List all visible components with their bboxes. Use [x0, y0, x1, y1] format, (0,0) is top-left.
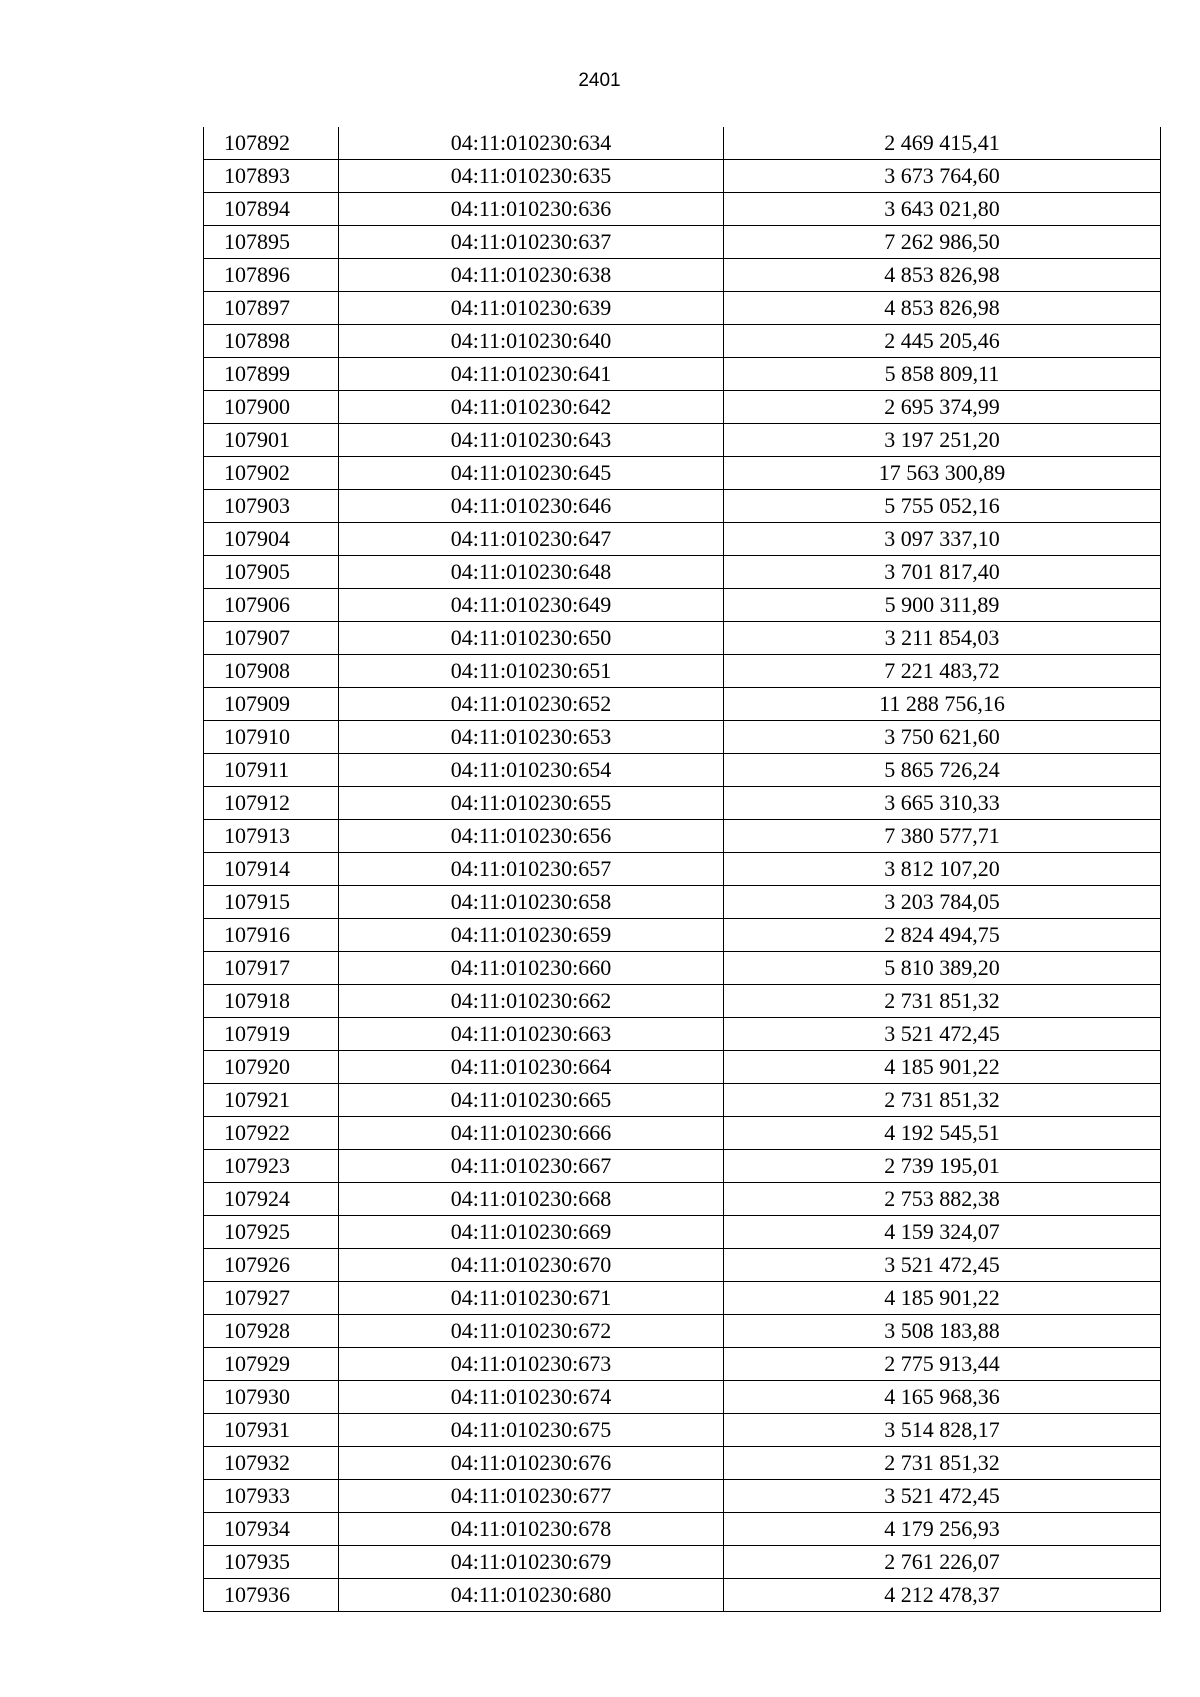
- row-number-cell: 107929: [204, 1348, 339, 1381]
- cadastral-value-cell: 3 097 337,10: [724, 523, 1161, 556]
- table-row: [204, 1084, 1161, 1117]
- table-row: [204, 1579, 1161, 1612]
- row-number-cell: 107931: [204, 1414, 339, 1447]
- cadastral-number-cell: 04:11:010230:650: [339, 622, 724, 655]
- row-number-cell: 107932: [204, 1447, 339, 1480]
- row-number-cell: 107928: [204, 1315, 339, 1348]
- cadastral-value-cell: 3 521 472,45: [724, 1249, 1161, 1282]
- cadastral-number-cell: 04:11:010230:638: [339, 259, 724, 292]
- cadastral-value-cell: 4 853 826,98: [724, 259, 1161, 292]
- cadastral-number-cell: 04:11:010230:669: [339, 1216, 724, 1249]
- row-number-cell: 107902: [204, 457, 339, 490]
- cadastral-number-cell: 04:11:010230:635: [339, 160, 724, 193]
- table-row: [204, 556, 1161, 589]
- table-row: [204, 1447, 1161, 1480]
- cadastral-number-cell: 04:11:010230:675: [339, 1414, 724, 1447]
- table-row: [204, 490, 1161, 523]
- cadastral-value-cell: 7 380 577,71: [724, 820, 1161, 853]
- cadastral-value-cell: 4 179 256,93: [724, 1513, 1161, 1546]
- cadastral-number-cell: 04:11:010230:674: [339, 1381, 724, 1414]
- cadastral-number-cell: 04:11:010230:654: [339, 754, 724, 787]
- cadastral-value-cell: 3 673 764,60: [724, 160, 1161, 193]
- cadastral-value-cell: 5 858 809,11: [724, 358, 1161, 391]
- row-number-cell: 107924: [204, 1183, 339, 1216]
- row-number-cell: 107918: [204, 985, 339, 1018]
- cadastral-number-cell: 04:11:010230:663: [339, 1018, 724, 1051]
- cadastral-number-cell: 04:11:010230:645: [339, 457, 724, 490]
- table-row: [204, 1348, 1161, 1381]
- cadastral-number-cell: 04:11:010230:660: [339, 952, 724, 985]
- table-row: [204, 886, 1161, 919]
- cadastral-number-cell: 04:11:010230:651: [339, 655, 724, 688]
- cadastral-value-cell: 2 731 851,32: [724, 1447, 1161, 1480]
- cadastral-value-cell: 2 761 226,07: [724, 1546, 1161, 1579]
- row-number-cell: 107933: [204, 1480, 339, 1513]
- page-number: 2401: [578, 70, 621, 91]
- row-number-cell: 107930: [204, 1381, 339, 1414]
- table-row: [204, 292, 1161, 325]
- cadastral-number-cell: 04:11:010230:637: [339, 226, 724, 259]
- cadastral-number-cell: 04:11:010230:646: [339, 490, 724, 523]
- cadastral-value-cell: 5 755 052,16: [724, 490, 1161, 523]
- cadastral-number-cell: 04:11:010230:642: [339, 391, 724, 424]
- cadastral-number-cell: 04:11:010230:671: [339, 1282, 724, 1315]
- row-number-cell: 107925: [204, 1216, 339, 1249]
- cadastral-number-cell: 04:11:010230:647: [339, 523, 724, 556]
- cadastral-value-cell: 2 753 882,38: [724, 1183, 1161, 1216]
- cadastral-value-cell: 2 445 205,46: [724, 325, 1161, 358]
- table-row: [204, 1249, 1161, 1282]
- row-number-cell: 107896: [204, 259, 339, 292]
- cadastral-value-cell: 2 731 851,32: [724, 1084, 1161, 1117]
- row-number-cell: 107900: [204, 391, 339, 424]
- table-row: [204, 754, 1161, 787]
- row-number-cell: 107913: [204, 820, 339, 853]
- table-row: [204, 1513, 1161, 1546]
- table-row: [204, 259, 1161, 292]
- table-row: [204, 424, 1161, 457]
- table-row: [204, 1546, 1161, 1579]
- cadastral-value-cell: 4 185 901,22: [724, 1282, 1161, 1315]
- table-row: [204, 523, 1161, 556]
- cadastral-value-cell: 5 810 389,20: [724, 952, 1161, 985]
- row-number-cell: 107899: [204, 358, 339, 391]
- cadastral-value-cell: 3 508 183,88: [724, 1315, 1161, 1348]
- cadastral-value-cell: 5 865 726,24: [724, 754, 1161, 787]
- row-number-cell: 107903: [204, 490, 339, 523]
- table-row: [204, 1282, 1161, 1315]
- cadastral-value-cell: 3 643 021,80: [724, 193, 1161, 226]
- cadastral-number-cell: 04:11:010230:677: [339, 1480, 724, 1513]
- row-number-cell: 107912: [204, 787, 339, 820]
- cadastral-number-cell: 04:11:010230:673: [339, 1348, 724, 1381]
- table-row: [204, 820, 1161, 853]
- table-row: [204, 391, 1161, 424]
- cadastral-value-cell: 3 750 621,60: [724, 721, 1161, 754]
- row-number-cell: 107907: [204, 622, 339, 655]
- table-row: [204, 1381, 1161, 1414]
- row-number-cell: 107927: [204, 1282, 339, 1315]
- cadastral-value-cell: 7 262 986,50: [724, 226, 1161, 259]
- table-row: [204, 1018, 1161, 1051]
- cadastral-value-cell: 4 853 826,98: [724, 292, 1161, 325]
- cadastral-value-cell: 2 739 195,01: [724, 1150, 1161, 1183]
- row-number-cell: 107901: [204, 424, 339, 457]
- cadastral-number-cell: 04:11:010230:639: [339, 292, 724, 325]
- cadastral-number-cell: 04:11:010230:657: [339, 853, 724, 886]
- cadastral-number-cell: 04:11:010230:636: [339, 193, 724, 226]
- table-row: [204, 1315, 1161, 1348]
- cadastral-number-cell: 04:11:010230:634: [339, 127, 724, 160]
- row-number-cell: 107914: [204, 853, 339, 886]
- cadastral-number-cell: 04:11:010230:648: [339, 556, 724, 589]
- table-row: [204, 622, 1161, 655]
- table-row: [204, 160, 1161, 193]
- cadastral-value-cell: 4 212 478,37: [724, 1579, 1161, 1612]
- cadastral-number-cell: 04:11:010230:664: [339, 1051, 724, 1084]
- cadastral-number-cell: 04:11:010230:658: [339, 886, 724, 919]
- cadastral-number-cell: 04:11:010230:665: [339, 1084, 724, 1117]
- cadastral-number-cell: 04:11:010230:676: [339, 1447, 724, 1480]
- cadastral-number-cell: 04:11:010230:655: [339, 787, 724, 820]
- cadastral-value-table: [203, 127, 1161, 1612]
- table-row: [204, 1183, 1161, 1216]
- cadastral-value-cell: 3 521 472,45: [724, 1480, 1161, 1513]
- table-row: [204, 1117, 1161, 1150]
- row-number-cell: 107919: [204, 1018, 339, 1051]
- row-number-cell: 107920: [204, 1051, 339, 1084]
- row-number-cell: 107923: [204, 1150, 339, 1183]
- row-number-cell: 107894: [204, 193, 339, 226]
- table-row: [204, 1480, 1161, 1513]
- cadastral-value-cell: 3 203 784,05: [724, 886, 1161, 919]
- cadastral-value-cell: 2 731 851,32: [724, 985, 1161, 1018]
- cadastral-number-cell: 04:11:010230:641: [339, 358, 724, 391]
- table-row: [204, 127, 1161, 160]
- row-number-cell: 107898: [204, 325, 339, 358]
- cadastral-value-cell: 7 221 483,72: [724, 655, 1161, 688]
- table-row: [204, 457, 1161, 490]
- cadastral-value-cell: 11 288 756,16: [724, 688, 1161, 721]
- cadastral-value-cell: 2 469 415,41: [724, 127, 1161, 160]
- row-number-cell: 107926: [204, 1249, 339, 1282]
- cadastral-value-cell: 17 563 300,89: [724, 457, 1161, 490]
- cadastral-number-cell: 04:11:010230:680: [339, 1579, 724, 1612]
- cadastral-value-cell: 4 192 545,51: [724, 1117, 1161, 1150]
- table-row: [204, 325, 1161, 358]
- row-number-cell: 107909: [204, 688, 339, 721]
- row-number-cell: 107895: [204, 226, 339, 259]
- cadastral-number-cell: 04:11:010230:679: [339, 1546, 724, 1579]
- row-number-cell: 107897: [204, 292, 339, 325]
- cadastral-value-cell: 4 185 901,22: [724, 1051, 1161, 1084]
- table-row: [204, 1414, 1161, 1447]
- row-number-cell: 107910: [204, 721, 339, 754]
- row-number-cell: 107916: [204, 919, 339, 952]
- cadastral-value-cell: 3 521 472,45: [724, 1018, 1161, 1051]
- cadastral-value-cell: 3 812 107,20: [724, 853, 1161, 886]
- row-number-cell: 107906: [204, 589, 339, 622]
- cadastral-value-cell: 2 695 374,99: [724, 391, 1161, 424]
- row-number-cell: 107911: [204, 754, 339, 787]
- row-number-cell: 107935: [204, 1546, 339, 1579]
- cadastral-value-cell: 2 775 913,44: [724, 1348, 1161, 1381]
- cadastral-value-cell: 4 159 324,07: [724, 1216, 1161, 1249]
- table-row: [204, 1150, 1161, 1183]
- table-row: [204, 853, 1161, 886]
- cadastral-value-cell: 3 665 310,33: [724, 787, 1161, 820]
- table-body: [204, 127, 1161, 1612]
- table-row: [204, 919, 1161, 952]
- table-row: [204, 358, 1161, 391]
- cadastral-number-cell: 04:11:010230:640: [339, 325, 724, 358]
- table-row: [204, 721, 1161, 754]
- cadastral-number-cell: 04:11:010230:672: [339, 1315, 724, 1348]
- table-row: [204, 226, 1161, 259]
- cadastral-value-cell: 3 514 828,17: [724, 1414, 1161, 1447]
- table-row: [204, 985, 1161, 1018]
- table-row: [204, 1216, 1161, 1249]
- cadastral-value-cell: 4 165 968,36: [724, 1381, 1161, 1414]
- cadastral-value-cell: 3 197 251,20: [724, 424, 1161, 457]
- row-number-cell: 107892: [204, 127, 339, 160]
- table-row: [204, 688, 1161, 721]
- row-number-cell: 107922: [204, 1117, 339, 1150]
- row-number-cell: 107915: [204, 886, 339, 919]
- cadastral-number-cell: 04:11:010230:652: [339, 688, 724, 721]
- cadastral-number-cell: 04:11:010230:656: [339, 820, 724, 853]
- row-number-cell: 107934: [204, 1513, 339, 1546]
- row-number-cell: 107921: [204, 1084, 339, 1117]
- cadastral-number-cell: 04:11:010230:643: [339, 424, 724, 457]
- row-number-cell: 107936: [204, 1579, 339, 1612]
- cadastral-value-cell: 2 824 494,75: [724, 919, 1161, 952]
- table-row: [204, 589, 1161, 622]
- cadastral-value-cell: 3 701 817,40: [724, 556, 1161, 589]
- cadastral-number-cell: 04:11:010230:662: [339, 985, 724, 1018]
- row-number-cell: 107908: [204, 655, 339, 688]
- cadastral-number-cell: 04:11:010230:670: [339, 1249, 724, 1282]
- cadastral-value-cell: 3 211 854,03: [724, 622, 1161, 655]
- row-number-cell: 107917: [204, 952, 339, 985]
- cadastral-number-cell: 04:11:010230:666: [339, 1117, 724, 1150]
- cadastral-number-cell: 04:11:010230:667: [339, 1150, 724, 1183]
- table-row: [204, 952, 1161, 985]
- cadastral-number-cell: 04:11:010230:659: [339, 919, 724, 952]
- table-row: [204, 1051, 1161, 1084]
- row-number-cell: 107904: [204, 523, 339, 556]
- cadastral-number-cell: 04:11:010230:649: [339, 589, 724, 622]
- cadastral-value-cell: 5 900 311,89: [724, 589, 1161, 622]
- table-row: [204, 787, 1161, 820]
- cadastral-number-cell: 04:11:010230:668: [339, 1183, 724, 1216]
- row-number-cell: 107905: [204, 556, 339, 589]
- table-row: [204, 655, 1161, 688]
- cadastral-number-cell: 04:11:010230:678: [339, 1513, 724, 1546]
- row-number-cell: 107893: [204, 160, 339, 193]
- cadastral-number-cell: 04:11:010230:653: [339, 721, 724, 754]
- table-row: [204, 193, 1161, 226]
